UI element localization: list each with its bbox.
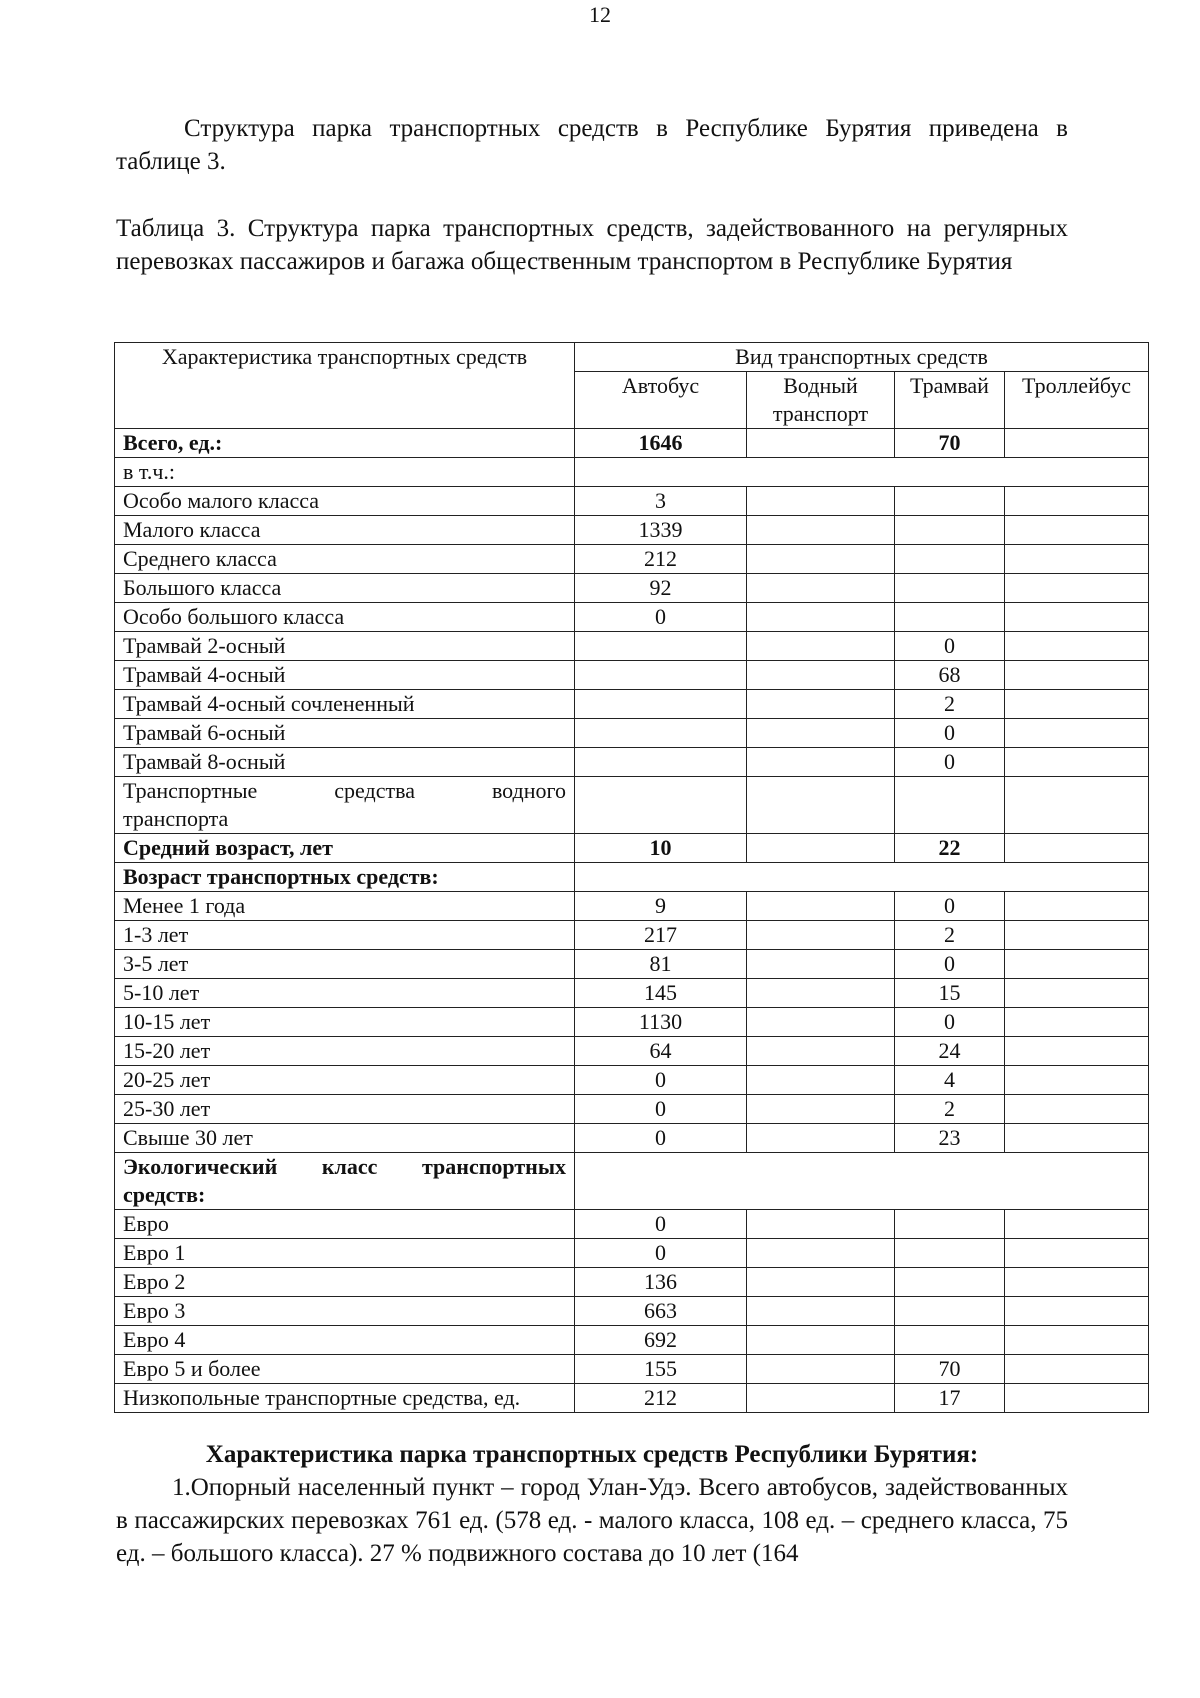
- cell-tram: 2: [895, 1095, 1005, 1124]
- cell-trolleybus: [1005, 429, 1149, 458]
- table-row: [115, 429, 1149, 458]
- cell-tram: 68: [895, 661, 1005, 690]
- cell-bus: 81: [575, 950, 747, 979]
- cell-trolleybus: [1005, 632, 1149, 661]
- cell-tram: [895, 777, 1005, 834]
- header-water-transport: Водный транспорт: [747, 372, 895, 429]
- cell-bus: [575, 777, 747, 834]
- table-row: [115, 1384, 1149, 1413]
- cell-trolleybus: [1005, 1355, 1149, 1384]
- cell-water-transport: [747, 661, 895, 690]
- cell-water-transport: [747, 748, 895, 777]
- row-label: Малого класса: [115, 516, 575, 545]
- table-row: [115, 545, 1149, 574]
- table-row: [115, 516, 1149, 545]
- page-number: 12: [589, 2, 611, 27]
- cell-trolleybus: [1005, 574, 1149, 603]
- table-row: [115, 1124, 1149, 1153]
- cell-bus: 0: [575, 1239, 747, 1268]
- row-label: Евро 5 и более: [115, 1355, 575, 1384]
- table-row: [115, 1268, 1149, 1297]
- row-label: Трамвай 8-осный: [115, 748, 575, 777]
- table-row: [115, 863, 1149, 892]
- header-bus: Автобус: [575, 372, 747, 429]
- row-label: Свыше 30 лет: [115, 1124, 575, 1153]
- body-paragraph: 1.Опорный населенный пункт – город Улан-Удэ. Всего автобусов, задействованных в пассажирских перевозках 761 ед. (578 ед. - малого класса, 108 ед. – среднего класса, 75 ед. – большого класса). 27 % подвижного состава до 10 лет (164: [116, 1474, 1068, 1567]
- table-row: [115, 1355, 1149, 1384]
- row-label: Трамвай 4-осный сочлененный: [115, 690, 575, 719]
- cell-trolleybus: [1005, 1066, 1149, 1095]
- row-label: [115, 777, 575, 834]
- table-row: [115, 1037, 1149, 1066]
- row-label: Трамвай 6-осный: [115, 719, 575, 748]
- cell-tram: 23: [895, 1124, 1005, 1153]
- cell-water-transport: [747, 1037, 895, 1066]
- cell-trolleybus: [1005, 1008, 1149, 1037]
- cell-tram: [895, 574, 1005, 603]
- cell-trolleybus: [1005, 1210, 1149, 1239]
- cell-tram: 4: [895, 1066, 1005, 1095]
- row-label: 3-5 лет: [115, 950, 575, 979]
- cell-tram: [895, 1268, 1005, 1297]
- cell-trolleybus: [1005, 661, 1149, 690]
- cell-tram: [895, 516, 1005, 545]
- cell-bus: 212: [575, 1384, 747, 1413]
- table-row: [115, 574, 1149, 603]
- cell-water-transport: [747, 1210, 895, 1239]
- cell-tram: 22: [895, 834, 1005, 863]
- cell-trolleybus: [1005, 1297, 1149, 1326]
- table-row: [115, 1326, 1149, 1355]
- section-title: Характеристика парка транспортных средств Республики Бурятия:: [205, 1441, 979, 1468]
- intro-paragraph: Структура парка транспортных средств в Республике Бурятия приведена в таблице 3.: [116, 115, 1068, 175]
- cell-trolleybus: [1005, 1124, 1149, 1153]
- cell-tram: [895, 1210, 1005, 1239]
- cell-water-transport: [747, 921, 895, 950]
- cell-tram: 0: [895, 719, 1005, 748]
- cell-bus: 692: [575, 1326, 747, 1355]
- table-row: [115, 690, 1149, 719]
- row-label: Евро 2: [115, 1268, 575, 1297]
- row-label: Средний возраст, лет: [115, 834, 575, 863]
- table-row: [115, 777, 1149, 834]
- cell-water-transport: [747, 1384, 895, 1413]
- cell-tram: 0: [895, 632, 1005, 661]
- table-body: [115, 429, 1149, 1413]
- cell-water-transport: [747, 690, 895, 719]
- cell-tram: 0: [895, 892, 1005, 921]
- row-label: Низкопольные транспортные средства, ед.: [115, 1384, 575, 1413]
- row-label: 20-25 лет: [115, 1066, 575, 1095]
- row-label: Особо большого класса: [115, 603, 575, 632]
- merged-value-cell: [575, 863, 1149, 892]
- cell-tram: 24: [895, 1037, 1005, 1066]
- table-row: [115, 950, 1149, 979]
- cell-water-transport: [747, 1355, 895, 1384]
- table-row: [115, 1210, 1149, 1239]
- cell-bus: 9: [575, 892, 747, 921]
- row-label: Евро 4: [115, 1326, 575, 1355]
- row-label: 5-10 лет: [115, 979, 575, 1008]
- cell-bus: [575, 661, 747, 690]
- cell-bus: 663: [575, 1297, 747, 1326]
- cell-trolleybus: [1005, 603, 1149, 632]
- cell-tram: 2: [895, 921, 1005, 950]
- row-label: Евро: [115, 1210, 575, 1239]
- cell-water-transport: [747, 545, 895, 574]
- table-caption: Таблица 3. Структура парка транспортных средств, задействованного на регулярных перевозках пассажиров и багажа общественным транспортом в Республике Бурятия: [116, 215, 1068, 275]
- table-row: [115, 1153, 1149, 1210]
- cell-tram: [895, 603, 1005, 632]
- cell-tram: 0: [895, 748, 1005, 777]
- row-label: 15-20 лет: [115, 1037, 575, 1066]
- cell-bus: 217: [575, 921, 747, 950]
- cell-trolleybus: [1005, 834, 1149, 863]
- cell-bus: 92: [575, 574, 747, 603]
- row-label: Евро 1: [115, 1239, 575, 1268]
- cell-water-transport: [747, 1066, 895, 1095]
- row-label: 25-30 лет: [115, 1095, 575, 1124]
- cell-tram: [895, 545, 1005, 574]
- row-label: Среднего класса: [115, 545, 575, 574]
- cell-bus: 0: [575, 603, 747, 632]
- cell-tram: 0: [895, 1008, 1005, 1037]
- row-label: Трамвай 2-осный: [115, 632, 575, 661]
- cell-tram: 2: [895, 690, 1005, 719]
- table-row: [115, 1297, 1149, 1326]
- cell-trolleybus: [1005, 921, 1149, 950]
- vehicle-fleet-table: [114, 342, 1149, 1413]
- header-trolleybus: Троллейбус: [1005, 372, 1149, 429]
- cell-bus: 155: [575, 1355, 747, 1384]
- cell-water-transport: [747, 1095, 895, 1124]
- table-row: [115, 1095, 1149, 1124]
- table-row: [115, 1239, 1149, 1268]
- table-row: [115, 603, 1149, 632]
- cell-bus: 1130: [575, 1008, 747, 1037]
- cell-trolleybus: [1005, 719, 1149, 748]
- cell-water-transport: [747, 892, 895, 921]
- cell-trolleybus: [1005, 516, 1149, 545]
- row-label: Большого класса: [115, 574, 575, 603]
- cell-water-transport: [747, 632, 895, 661]
- cell-tram: [895, 1297, 1005, 1326]
- row-label: [115, 1153, 575, 1210]
- cell-bus: 136: [575, 1268, 747, 1297]
- merged-value-cell: [575, 458, 1149, 487]
- cell-bus: 1646: [575, 429, 747, 458]
- row-label: в т.ч.:: [115, 458, 575, 487]
- table-row: [115, 487, 1149, 516]
- table-row: [115, 748, 1149, 777]
- cell-bus: 0: [575, 1210, 747, 1239]
- cell-trolleybus: [1005, 777, 1149, 834]
- row-label: Евро 3: [115, 1297, 575, 1326]
- cell-trolleybus: [1005, 690, 1149, 719]
- header-vehicle-type-group: Вид транспортных средств: [575, 343, 1149, 372]
- cell-water-transport: [747, 603, 895, 632]
- row-label: Особо малого класса: [115, 487, 575, 516]
- cell-water-transport: [747, 516, 895, 545]
- cell-tram: 70: [895, 429, 1005, 458]
- header-characteristic: Характеристика транспортных средств: [115, 343, 575, 429]
- cell-tram: [895, 1326, 1005, 1355]
- cell-trolleybus: [1005, 487, 1149, 516]
- cell-trolleybus: [1005, 950, 1149, 979]
- cell-water-transport: [747, 950, 895, 979]
- row-label-line-2: транспорта: [123, 806, 229, 831]
- row-label: 1-3 лет: [115, 921, 575, 950]
- cell-trolleybus: [1005, 1037, 1149, 1066]
- row-label-line-1: Транспортные средства водного: [123, 778, 566, 803]
- merged-value-cell: [575, 1153, 1149, 1210]
- table-row: [115, 719, 1149, 748]
- cell-water-transport: [747, 719, 895, 748]
- table-row: [115, 1066, 1149, 1095]
- header-tram: Трамвай: [895, 372, 1005, 429]
- table-row: [115, 1008, 1149, 1037]
- cell-water-transport: [747, 429, 895, 458]
- row-label: Возраст транспортных средств:: [115, 863, 575, 892]
- cell-bus: 64: [575, 1037, 747, 1066]
- cell-bus: 145: [575, 979, 747, 1008]
- row-label: 10-15 лет: [115, 1008, 575, 1037]
- cell-bus: 212: [575, 545, 747, 574]
- table-row: [115, 458, 1149, 487]
- cell-bus: [575, 690, 747, 719]
- cell-water-transport: [747, 1124, 895, 1153]
- row-label: Трамвай 4-осный: [115, 661, 575, 690]
- cell-trolleybus: [1005, 1268, 1149, 1297]
- cell-water-transport: [747, 574, 895, 603]
- cell-trolleybus: [1005, 979, 1149, 1008]
- cell-bus: 0: [575, 1066, 747, 1095]
- cell-bus: 10: [575, 834, 747, 863]
- cell-tram: 15: [895, 979, 1005, 1008]
- cell-water-transport: [747, 1239, 895, 1268]
- cell-water-transport: [747, 979, 895, 1008]
- cell-water-transport: [747, 1268, 895, 1297]
- table-row: [115, 834, 1149, 863]
- cell-water-transport: [747, 777, 895, 834]
- table-row: [115, 979, 1149, 1008]
- cell-water-transport: [747, 1008, 895, 1037]
- cell-bus: 1339: [575, 516, 747, 545]
- cell-bus: [575, 632, 747, 661]
- cell-bus: 0: [575, 1124, 747, 1153]
- cell-bus: [575, 748, 747, 777]
- cell-tram: [895, 487, 1005, 516]
- cell-tram: 70: [895, 1355, 1005, 1384]
- row-label-line-2: средств:: [123, 1182, 206, 1207]
- cell-water-transport: [747, 487, 895, 516]
- table-row: [115, 921, 1149, 950]
- cell-trolleybus: [1005, 1384, 1149, 1413]
- row-label: Всего, ед.:: [115, 429, 575, 458]
- cell-tram: 17: [895, 1384, 1005, 1413]
- row-label: Менее 1 года: [115, 892, 575, 921]
- cell-bus: [575, 719, 747, 748]
- cell-trolleybus: [1005, 748, 1149, 777]
- cell-bus: 3: [575, 487, 747, 516]
- cell-bus: 0: [575, 1095, 747, 1124]
- cell-water-transport: [747, 1297, 895, 1326]
- cell-tram: [895, 1239, 1005, 1268]
- cell-trolleybus: [1005, 545, 1149, 574]
- cell-tram: 0: [895, 950, 1005, 979]
- cell-trolleybus: [1005, 1239, 1149, 1268]
- table-row: [115, 632, 1149, 661]
- cell-trolleybus: [1005, 1326, 1149, 1355]
- table-header-row: [115, 343, 1149, 372]
- row-label-line-1: Экологический класс транспортных: [123, 1154, 566, 1179]
- table-row: [115, 892, 1149, 921]
- table-row: [115, 661, 1149, 690]
- cell-water-transport: [747, 834, 895, 863]
- cell-water-transport: [747, 1326, 895, 1355]
- cell-trolleybus: [1005, 1095, 1149, 1124]
- cell-trolleybus: [1005, 892, 1149, 921]
